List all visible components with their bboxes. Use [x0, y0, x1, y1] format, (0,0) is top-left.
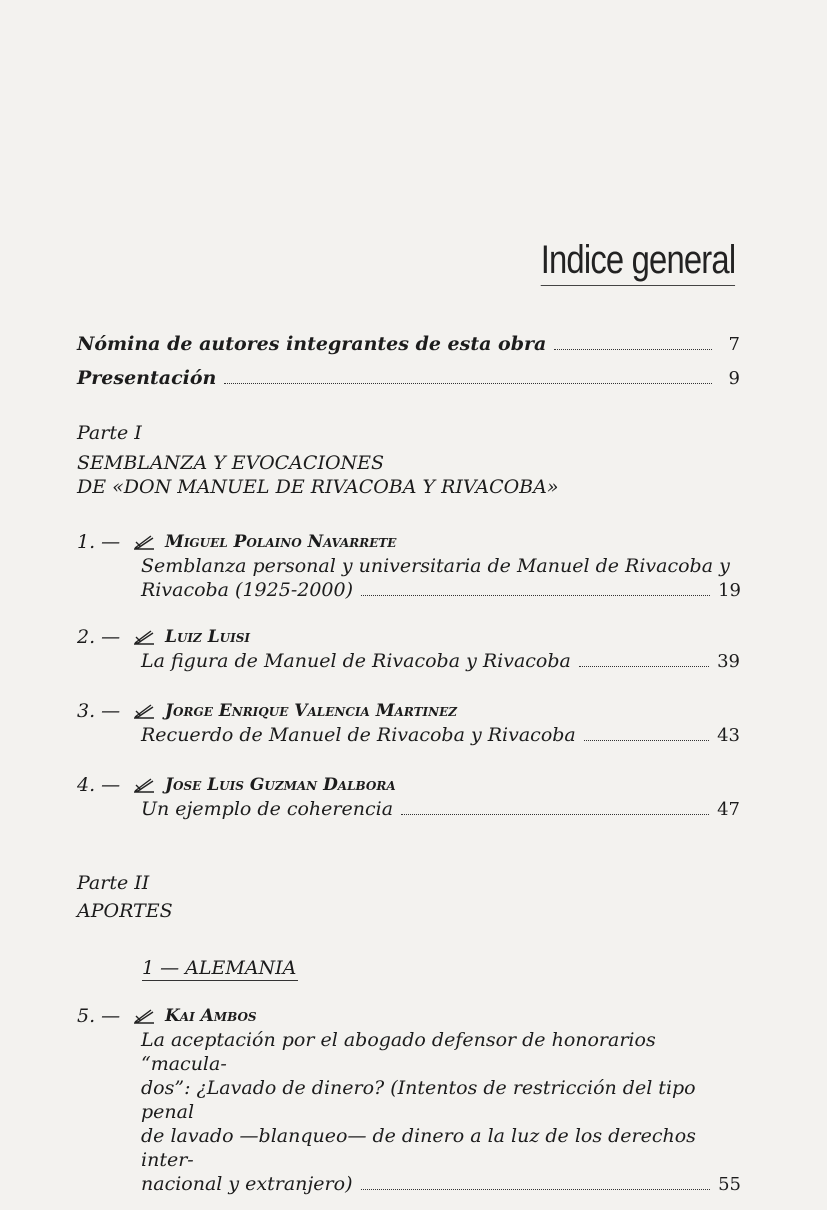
toc-entry-presentation[interactable]: [77, 367, 740, 389]
pen-icon: [133, 776, 155, 794]
entry-number: 3. —: [77, 700, 121, 722]
page-number: 19: [718, 580, 741, 601]
entry-number: 1. —: [77, 531, 121, 553]
part-title-line: APORTES: [77, 900, 173, 922]
entry-title-line: dos”: ¿Lavado de dinero? (Intentos de restricción del tipo penal: [141, 1077, 696, 1123]
entry-title: Un ejemplo de coherencia: [141, 798, 394, 820]
author-name: Kai Ambos: [165, 1006, 257, 1026]
page-title: Indice general: [540, 238, 735, 286]
entry-number: 4. —: [77, 774, 121, 796]
toc-entry-2[interactable]: [77, 625, 740, 674]
toc-entry-3[interactable]: [77, 699, 740, 748]
dot-leader: [361, 1189, 711, 1190]
entry-title-line: de lavado —blanqueo— de dinero a la luz de los derechos inter-: [141, 1125, 696, 1171]
dot-leader: [224, 383, 712, 384]
section-heading: 1 — ALEMANIA: [142, 957, 297, 979]
entry-title-line: Rivacoba (1925-2000): [141, 579, 354, 601]
page-number: 9: [728, 368, 740, 389]
page-number: 55: [718, 1174, 741, 1195]
entry-title-line: nacional y extranjero): [141, 1173, 353, 1195]
pen-icon: [133, 1007, 155, 1025]
part-title-line: DE «DON MANUEL DE RIVACOBA Y RIVACOBA»: [77, 476, 559, 498]
page-number: 47: [717, 799, 740, 820]
part-2-heading: [77, 871, 740, 923]
entry-title-line: Semblanza personal y universitaria de Manuel de Rivacoba y: [141, 555, 730, 577]
author-name: Luiz Luisi: [165, 627, 251, 647]
entry-number: 5. —: [77, 1005, 121, 1027]
page-number: 7: [728, 334, 740, 355]
part-title-line: SEMBLANZA Y EVOCACIONES: [77, 452, 385, 474]
page-number: 43: [717, 725, 740, 746]
author-name: Jorge Enrique Valencia Martinez: [165, 701, 458, 721]
page-number: 39: [717, 651, 740, 672]
part-label: Parte I: [77, 422, 142, 444]
entry-title-line: La aceptación por el abogado defensor de honorarios “macula-: [141, 1029, 656, 1075]
author-name: Jose Luis Guzman Dalbora: [165, 775, 396, 795]
pen-icon: [133, 533, 155, 551]
pen-icon: [133, 702, 155, 720]
pen-icon: [133, 628, 155, 646]
dot-leader: [554, 349, 712, 350]
dot-leader: [401, 814, 709, 815]
dot-leader: [584, 740, 709, 741]
entry-title: La figura de Manuel de Rivacoba y Rivacoba: [141, 650, 571, 672]
entry-number: 2. —: [77, 626, 121, 648]
entry-title: [141, 1028, 741, 1197]
dot-leader: [361, 595, 710, 596]
part-1-heading: [77, 421, 740, 499]
toc-entry-label: Presentación: [77, 367, 217, 389]
entry-title: Recuerdo de Manuel de Rivacoba y Rivacoba: [141, 724, 576, 746]
author-name: Miguel Polaino Navarrete: [165, 532, 397, 552]
toc-entry-5[interactable]: [77, 1004, 740, 1197]
toc-entry-1[interactable]: [77, 530, 740, 603]
entry-title: [141, 554, 741, 603]
dot-leader: [579, 666, 709, 667]
toc-entry-label: Nómina de autores integrantes de esta obra: [77, 333, 547, 355]
part-label: Parte II: [77, 872, 150, 894]
toc-entry-4[interactable]: [77, 773, 740, 822]
toc-entry-authors[interactable]: [77, 333, 740, 355]
